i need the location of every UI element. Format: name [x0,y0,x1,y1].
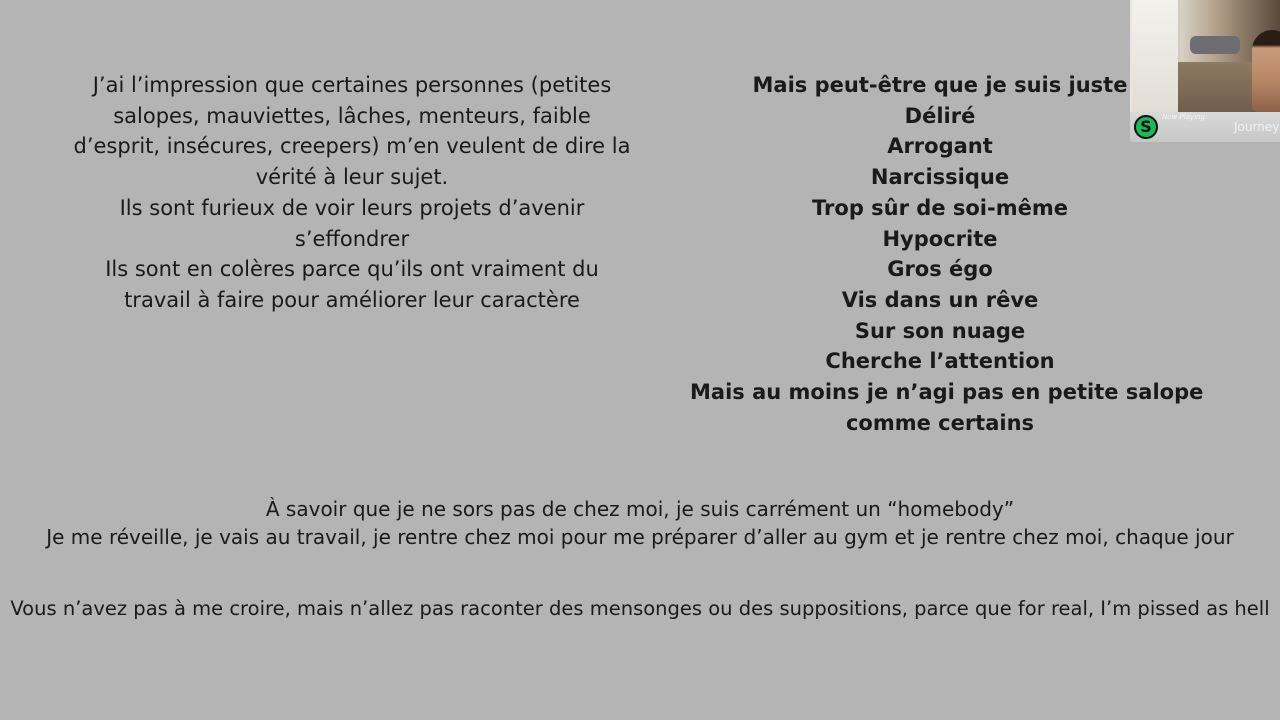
now-playing-track: Journey [1234,120,1280,134]
left-line: travail à faire pour améliorer leur caractère [124,287,580,312]
right-line: Déliré [904,103,976,128]
right-line: Mais peut-être que je suis juste [752,73,1128,97]
right-line: Sur son nuage [854,318,1026,343]
right-line: Arrogant [887,134,993,159]
right-line: Hypocrite [882,226,998,251]
right-text-block [690,70,1204,438]
left-line: s’effondrer [294,226,410,251]
right-line: comme certains [845,410,1035,435]
left-text-block [52,70,652,316]
left-line: salopes, mauviettes, lâches, menteurs, faible [113,103,591,128]
now-playing-label: Now Playing: [1162,113,1208,121]
left-line: Ils sont en colères parce qu’ils ont vraiment du [105,257,599,282]
right-line: Narcissique [870,165,1010,190]
webcam-overlay [1130,0,1280,142]
bottom-line-routine: Je me réveille, je vais au travail, je rentre chez moi pour me préparer d’aller au gym et je rentre chez moi, chaque jour [46,525,1234,549]
webcam-person [1252,30,1280,112]
bottom-line-homebody: À savoir que je ne sors pas de chez moi, je suis carrément un “homebody” [265,497,1015,521]
webcam-objects [1190,36,1240,54]
left-line: J’ai l’impression que certaines personnes (petites [92,73,612,97]
right-line: Trop sûr de soi-même [812,195,1068,220]
right-line: Vis dans un rêve [841,287,1039,312]
left-line: d’esprit, insécures, creepers) m’en veulent de dire la [73,134,631,159]
webcam-door [1132,0,1180,112]
spotify-logo-icon: S [1134,115,1158,139]
right-line: Mais au moins je n’agi pas en petite salope [690,380,1204,405]
bottom-line-warning: Vous n’avez pas à me croire, mais n’allez pas raconter des mensonges ou des suppositions, parce que for real, I’m pissed as hell [10,597,1270,620]
left-line: vérité à leur sujet. [255,165,449,190]
right-line: Cherche l’attention [825,349,1055,374]
right-line: Gros égo [887,257,993,282]
webcam-video [1130,0,1280,112]
left-line: Ils sont furieux de voir leurs projets d’avenir [119,195,585,220]
